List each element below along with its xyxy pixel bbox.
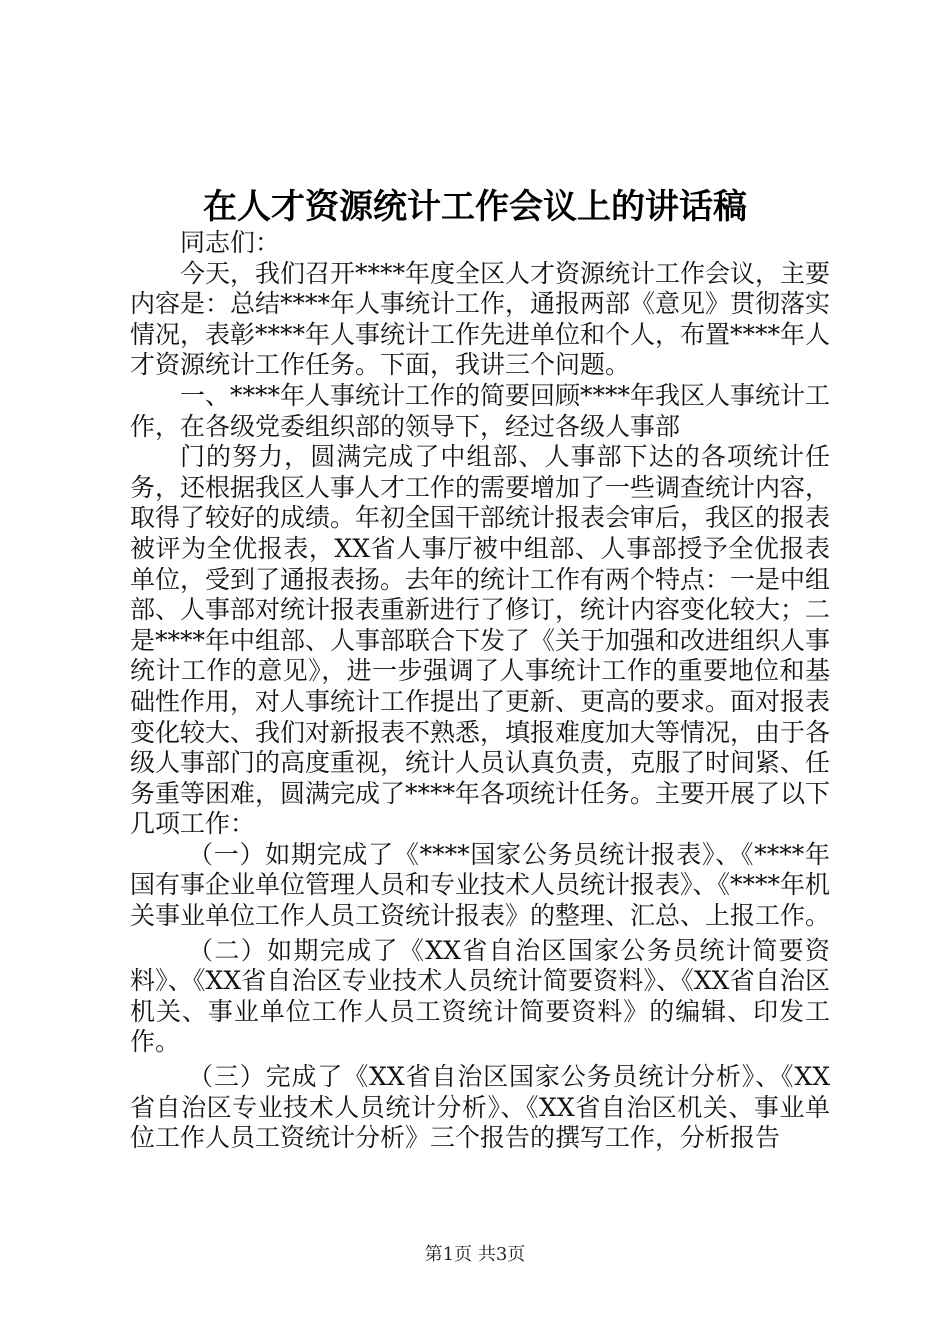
page-footer: 第1页 共3页 — [424, 1244, 526, 1265]
salutation-paragraph: 同志们： — [180, 228, 281, 257]
document-title: 在人才资源统计工作会议上的讲话稿 — [203, 187, 747, 227]
item-two-paragraph: （二）如期完成了《XX省自治区国家公务员统计简要资料》、《XX省自治区专业技术人员统计简要资料》、《XX省自治区机关、事业单位工作人员工资统计简要资料》的编辑、印发工作。 — [130, 935, 830, 1057]
item-three-paragraph: （三）完成了《XX省自治区国家公务员统计分析》、《XX省自治区专业技术人员统计分析》、《XX省自治区机关、事业单位工作人员工资统计分析》三个报告的撰写工作，分析报告 — [130, 1062, 830, 1153]
document-body — [130, 228, 830, 1154]
intro-paragraph: 今天，我们召开****年度全区人才资源统计工作会议，主要内容是：总结****年人事统计工作，通报两部《意见》贯彻落实情况，表彰****年人事统计工作先进单位和个人，布置****年人才资源统计工作任务。下面，我讲三个问题。 — [130, 258, 831, 380]
review-paragraph: 门的努力，圆满完成了中组部、人事部下达的各项统计任务，还根据我区人事人才工作的需要增加了一些调查统计内容，取得了较好的成绩。年初全国干部统计报表会审后，我区的报表被评为全优报表，XX省人事厅被中组部、人事部授予全优报表单位，受到了通报表扬。去年的统计工作有两个特点：一是中组部、人事部对统计报表重新进行了修订，统计内容变化较大；二是****年中组部、人事部联合下发了《关于加强和改进组织人事统计工作的意见》，进一步强调了人事统计工作的重要地位和基础性作用，对人事统计工作提出了更新、更高的要求。面对报表变化较大、我们对新报表不熟悉，填报难度加大等情况，由于各级人事部门的高度重视，统计人员认真负责，克服了时间紧、任务重等困难，圆满完成了****年各项统计任务。主要开展了以下几项工作： — [130, 442, 831, 839]
section-one-heading-paragraph: 一、****年人事统计工作的简要回顾****年我区人事统计工作，在各级党委组织部的领导下，经过各级人事部 — [130, 380, 831, 441]
item-one-paragraph: （一）如期完成了《****国家公务员统计报表》、《****年国有事企业单位管理人员和专业技术人员统计报表》、《****年机关事业单位工作人员工资统计报表》的整理、汇总、上报工作。 — [130, 839, 831, 931]
